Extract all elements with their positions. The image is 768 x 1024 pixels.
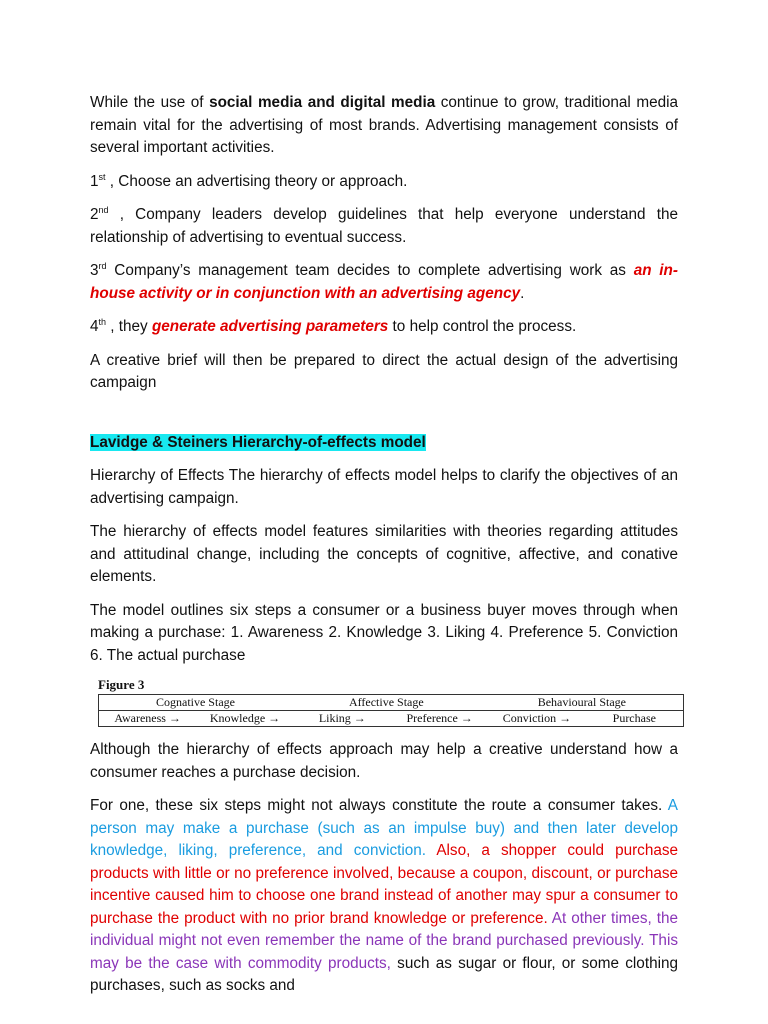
step-3 (90, 260, 678, 305)
final-black-1: For one, these six steps might not always constitute the route a consumer takes. (90, 797, 668, 814)
final-purple: At other times, the individual might not even remember the name of the brand purchased previously. This may be the case with commodity products, (90, 909, 679, 972)
step-4-text: , they (106, 318, 152, 335)
step-2-text: , Company leaders develop guidelines that help everyone understand the relationship of advertising to eventual success. (90, 206, 678, 246)
although-paragraph: Although the hierarchy of effects approach may help a creative understand how a consumer reaches a purchase decision. (90, 741, 678, 781)
final-red: Also, a shopper could purchase products with little or no preference involved, because a coupon, discount, or purchase incentive caused him to choose one brand instead of another may spur a consumer to purchase the product with no prior brand knowledge or preference. (90, 842, 678, 927)
final-blue: A person may make a purchase (such as an impulse buy) and then later develop knowledge, liking, preference, and conviction. (90, 797, 678, 859)
stage-behavioural: Behavioural Stage (537, 695, 626, 709)
figure-stage-row (99, 695, 683, 711)
step-3-text: Company’s management team decides to complete advertising work as (106, 262, 634, 279)
step-2 (90, 204, 678, 249)
step-1-sup: st (98, 171, 106, 182)
hoe-paragraph-2: The hierarchy of effects model features similarities with theories regarding attitudes and attitudinal change, including the concepts of cognitive, affective, and conative elements. (90, 523, 678, 585)
step-1-num: 1 (90, 172, 99, 190)
step-4-end: to help control the process. (388, 318, 577, 335)
step-4-emphasis: generate advertising parameters (151, 318, 389, 335)
step-4-num: 4 (90, 318, 99, 335)
figure-table (98, 694, 684, 727)
step-awareness: Awareness → (114, 711, 181, 725)
step-purchase: Purchase (612, 711, 656, 725)
step-1 (90, 171, 678, 194)
step-4-sup: th (98, 317, 107, 327)
spacer (90, 406, 678, 432)
intro-paragraph (90, 92, 678, 160)
step-knowledge: Knowledge → (209, 711, 281, 725)
creative-brief-paragraph: A creative brief will then be prepared to direct the actual design of the advertising campaign (90, 351, 678, 391)
step-conviction: Conviction → (502, 711, 572, 725)
step-1-text: , Choose an advertising theory or approach. (105, 172, 408, 190)
step-3-end: . (520, 284, 525, 302)
stage-affective: Affective Stage (348, 695, 424, 709)
figure-title: Figure 3 (98, 677, 145, 692)
stage-cognitive: Cognative Stage (155, 695, 235, 709)
intro-bold: social media and digital media (209, 94, 436, 111)
step-preference: Preference → (406, 711, 473, 725)
step-liking: Liking → (318, 711, 366, 725)
step-3-sup: rd (98, 261, 107, 271)
hoe-paragraph-3: The model outlines six steps a consumer or a business buyer moves through when making a purchase: 1. Awareness 2. Knowledge 3. Liking 4. Preference 5. Conviction 6. The actual purchase (90, 601, 678, 664)
intro-rest: continue to grow, traditional media remain vital for the advertising of most brands. Advertising management consists of several important activities. (90, 94, 678, 156)
final-black-2: such as sugar or flour, or some clothing purchases, such as socks and (90, 954, 678, 994)
section-heading-wrap (90, 432, 678, 455)
figure-step-row (99, 711, 683, 726)
step-2-num: 2 (90, 206, 99, 223)
step-3-emphasis: an in-house activity or in conjunction with an advertising agency (90, 262, 678, 302)
section-heading: Lavidge & Steiners Hierarchy-of-effects model (90, 433, 426, 451)
document-page (90, 92, 678, 1009)
step-3-num: 3 (90, 262, 99, 279)
step-2-sup: nd (98, 205, 109, 215)
hoe-paragraph-1: Hierarchy of Effects The hierarchy of effects model helps to clarify the objectives of an advertising campaign. (90, 467, 678, 507)
final-paragraph (90, 795, 678, 998)
step-4 (90, 316, 678, 339)
intro-lead: While the use of (90, 94, 210, 111)
